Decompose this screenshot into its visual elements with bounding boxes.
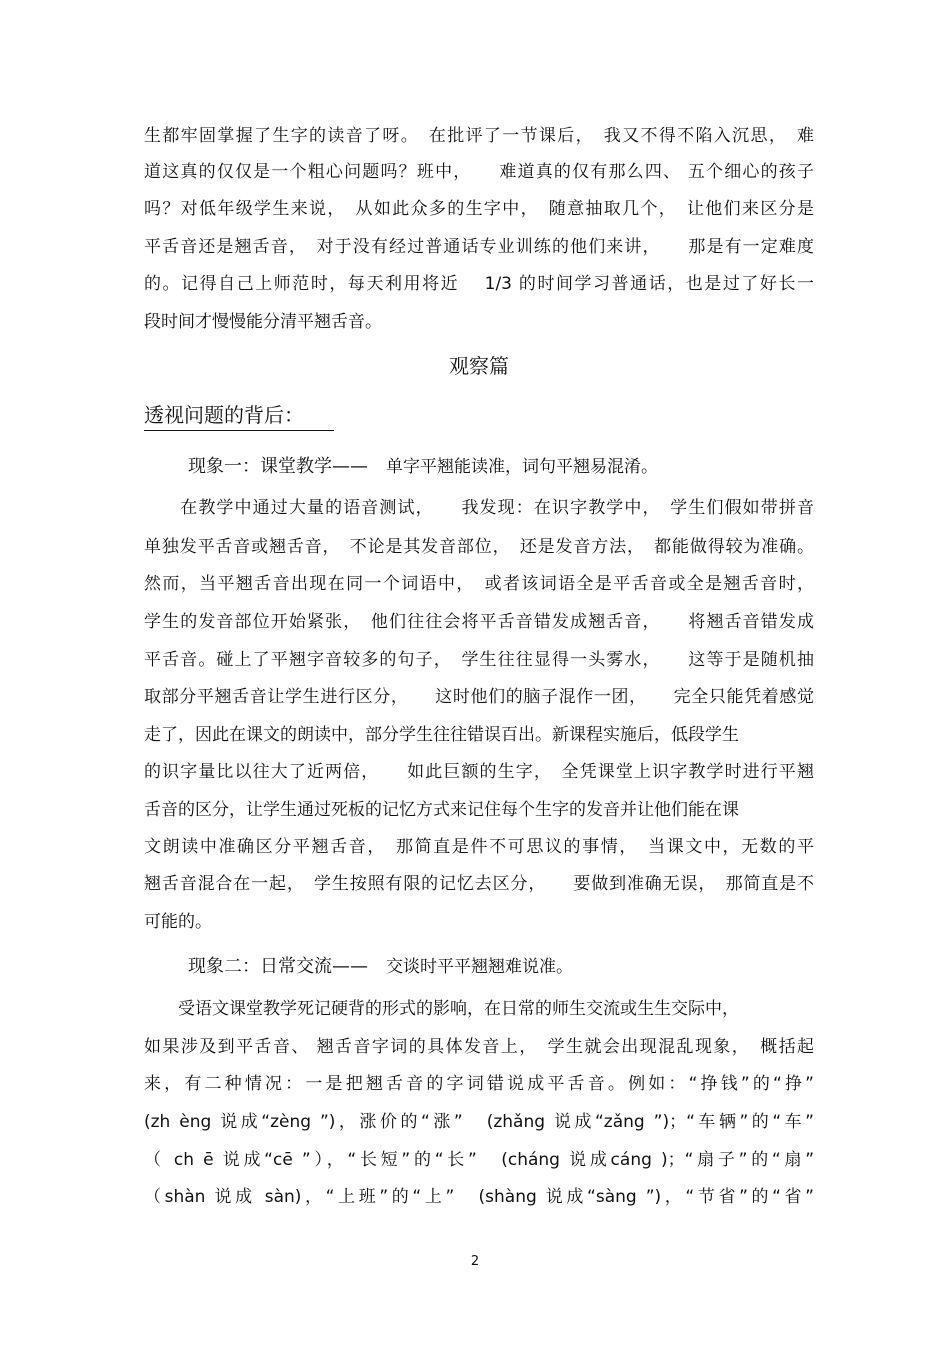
paragraph-line: 道这真的仅仅是一个粗心问题吗？班中， 难道真的仅有那么四、 五个细心的孩子 <box>144 162 814 182</box>
page-number: 2 <box>470 1254 480 1269</box>
paragraph-line: 平舌音还是翘舌音， 对于没有经过普通话专业训练的他们来讲， 那是有一定难度 <box>144 237 814 257</box>
paragraph-line: 单独发平舌音或翘舌音， 不论是其发音部位， 还是发音方法， 都能做得较为准确。 <box>144 537 814 557</box>
paragraph-line: 舌音的区分，让学生通过死板的记忆方式来记住每个生字的发音并让他们能在课 <box>144 800 739 820</box>
paragraph-line: 的识字量比以往大了近两倍， 如此巨额的生字， 全凭课堂上识字教学时进行平翘 <box>144 762 814 782</box>
phenomenon-two-label: 现象二：日常交流—— <box>188 956 368 977</box>
section-title: 观察篇 <box>449 354 509 378</box>
phenomenon-one-desc: 单字平翘能读准，词句平翘易混淆。 <box>386 457 658 477</box>
phenomenon-one <box>188 455 728 479</box>
paragraph-line: （shàn 说成 sàn)，“上班”的“上” (shàng 说成“sàng ”)，“节省”的“省” <box>144 1187 814 1207</box>
paragraph-line: 走了，因此在课文的朗读中，部分学生往往错误百出。新课程实施后，低段学生 <box>144 725 739 745</box>
paragraph-line: 文朗读中准确区分平翘舌音， 那简直是件不可思议的事情， 当课文中，无数的平 <box>144 837 814 857</box>
subheading-underline <box>144 430 334 431</box>
paragraph-line: 受语文课堂教学死记硬背的形式的影响，在日常的师生交流或生生交际中， <box>144 999 739 1019</box>
paragraph-line: 平舌音。碰上了平翘字音较多的句子， 学生往往显得一头雾水， 这等于是随机抽 <box>144 650 814 670</box>
phenomenon-two <box>188 955 728 979</box>
paragraph-line: 在教学中通过大量的语音测试， 我发现：在识字教学中， 学生们假如带拼音 <box>144 498 814 518</box>
paragraph-line: 吗？对低年级学生来说， 从如此众多的生字中， 随意抽取几个， 让他们来区分是 <box>144 199 814 219</box>
paragraph-line: 翘舌音混合在一起， 学生按照有限的记忆去区分， 要做到准确无误， 那简直是不 <box>144 874 814 894</box>
paragraph-line: (zh èng 说成“zèng ”)，涨价的“涨” (zhǎng 说成“zǎng ”)；“车辆”的“车” <box>144 1112 814 1132</box>
paragraph-line: 段时间才慢慢能分清平翘舌音。 <box>144 312 382 332</box>
paragraph-line: 生都牢固掌握了生字的读音了呀。 在批评了一节课后， 我又不得不陷入沉思， 难 <box>144 126 814 146</box>
paragraph-line: 然而，当平翘舌音出现在同一个词语中， 或者该词语全是平舌音或全是翘舌音时， <box>144 574 814 594</box>
paragraph-line: 如果涉及到平舌音、 翘舌音字词的具体发音上， 学生就会出现混乱现象， 概括起 <box>144 1037 814 1057</box>
paragraph-line: （ ch ē 说成“cē ”），“长短”的“长” (cháng 说成cáng )；“扇子”的“扇” <box>144 1150 814 1170</box>
phenomenon-one-label: 现象一：课堂教学—— <box>188 456 368 477</box>
phenomenon-two-desc: 交谈时平平翘翘难说准。 <box>386 957 573 977</box>
paragraph-line: 取部分平翘舌音让学生进行区分， 这时他们的脑子混作一团， 完全只能凭着感觉 <box>144 687 814 707</box>
paragraph-line: 可能的。 <box>144 912 212 932</box>
paragraph-line: 的。记得自己上师范时，每天利用将近 1/3 的时间学习普通话，也是过了好长一 <box>144 274 814 294</box>
paragraph-line: 来，有二种情况：一是把翘舌音的字词错说成平舌音。例如：“挣钱”的“挣” <box>144 1074 814 1094</box>
subheading: 透视问题的背后： <box>144 403 304 427</box>
paragraph-line: 学生的发音部位开始紧张， 他们往往会将平舌音错发成翘舌音， 将翘舌音错发成 <box>144 612 814 632</box>
